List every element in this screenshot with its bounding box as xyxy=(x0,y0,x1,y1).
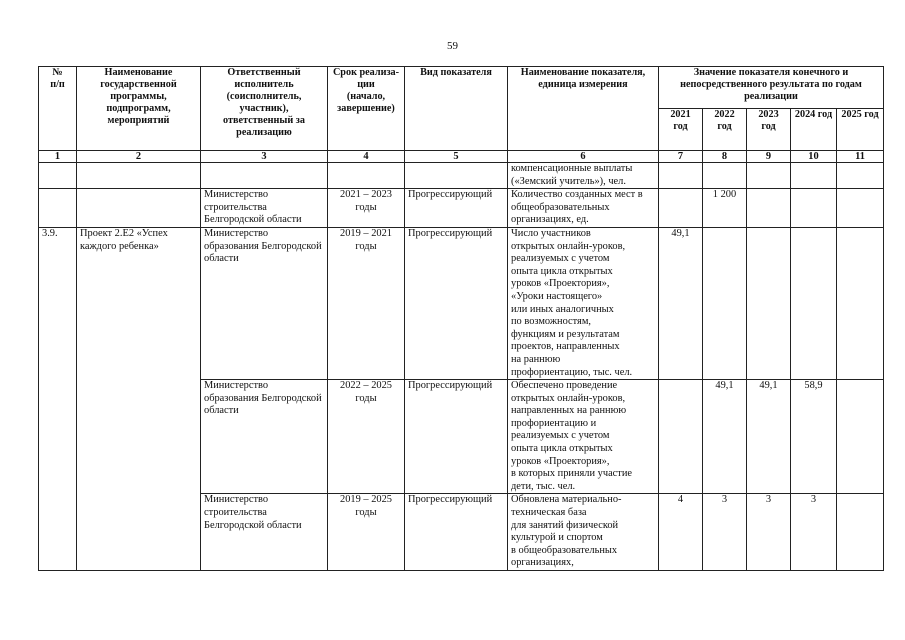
column-numbers-row xyxy=(39,151,884,163)
indicator-name: компенсационные выплаты («Земский учитель»), чел. xyxy=(508,163,659,189)
header-values-group: Значение показателя конечного и непосредственного результата по годам реализации xyxy=(659,67,884,109)
period: 2019 – 2021 годы xyxy=(328,227,405,379)
column-number: 3 xyxy=(201,151,328,163)
value-2021: 49,1 xyxy=(659,227,703,379)
value-2025 xyxy=(837,227,884,379)
table-row xyxy=(39,163,884,189)
value-2021: 4 xyxy=(659,494,703,571)
indicators-table xyxy=(38,66,884,571)
column-number: 5 xyxy=(405,151,508,163)
period: 2021 – 2023 годы xyxy=(328,189,405,228)
value-2022: 1 200 xyxy=(703,189,747,228)
column-number: 6 xyxy=(508,151,659,163)
column-number: 8 xyxy=(703,151,747,163)
value-2023 xyxy=(747,163,791,189)
executor: Министерство образования Белгородской области xyxy=(201,380,328,494)
executor: Министерство образования Белгородской области xyxy=(201,227,328,379)
header-num: № п/п xyxy=(39,67,77,151)
program-name xyxy=(77,189,201,228)
header-year: 2024 год xyxy=(791,109,837,151)
indicator-type xyxy=(405,163,508,189)
table-row xyxy=(39,227,884,379)
value-2023 xyxy=(747,189,791,228)
header-program: Наименование государственной программы, подпрограмм, мероприятий xyxy=(77,67,201,151)
page-number: 59 xyxy=(447,40,458,52)
header-year: 2022 год xyxy=(703,109,747,151)
value-2024 xyxy=(791,189,837,228)
header-executor: Ответственный исполнитель (соисполнитель, участник), ответственный за реализацию xyxy=(201,67,328,151)
executor: Министерство строительства Белгородской области xyxy=(201,189,328,228)
period xyxy=(328,163,405,189)
header-year: 2025 год xyxy=(837,109,884,151)
executor xyxy=(201,163,328,189)
value-2025 xyxy=(837,163,884,189)
column-number: 4 xyxy=(328,151,405,163)
value-2023: 49,1 xyxy=(747,380,791,494)
column-number: 1 xyxy=(39,151,77,163)
header-indicator-type: Вид показателя xyxy=(405,67,508,151)
indicator-name: Количество созданных мест в общеобразовательных организациях, ед. xyxy=(508,189,659,228)
value-2024: 58,9 xyxy=(791,380,837,494)
value-2025 xyxy=(837,494,884,571)
header-indicator-name: Наименование показателя, единица измерения xyxy=(508,67,659,151)
table-row xyxy=(39,189,884,228)
value-2023: 3 xyxy=(747,494,791,571)
indicator-name: Обновлена материально- техническая база для занятий физической культурой и спортом в общеобразовательных организациях, xyxy=(508,494,659,571)
column-number: 10 xyxy=(791,151,837,163)
value-2023 xyxy=(747,227,791,379)
indicator-name: Число участников открытых онлайн-уроков, реализуемых с учетом опыта цикла открытых уроков «Проектория», «Уроки настоящего» или иных аналогичных по возможностям, функциям и результатам проектов, направленных на раннюю профориентацию, тыс. чел. xyxy=(508,227,659,379)
indicator-type: Прогрессирующий xyxy=(405,494,508,571)
column-number: 7 xyxy=(659,151,703,163)
value-2021 xyxy=(659,163,703,189)
indicator-type: Прогрессирующий xyxy=(405,227,508,379)
column-number: 2 xyxy=(77,151,201,163)
value-2024 xyxy=(791,227,837,379)
indicator-type: Прогрессирующий xyxy=(405,189,508,228)
header-period: Срок реализа- ции (начало, завершение) xyxy=(328,67,405,151)
row-number xyxy=(39,163,77,189)
value-2024 xyxy=(791,163,837,189)
program-name xyxy=(77,163,201,189)
value-2025 xyxy=(837,189,884,228)
value-2022 xyxy=(703,163,747,189)
period: 2019 – 2025 годы xyxy=(328,494,405,571)
header-year: 2023 год xyxy=(747,109,791,151)
header-year: 2021 год xyxy=(659,109,703,151)
value-2022: 3 xyxy=(703,494,747,571)
executor: Министерство строительства Белгородской области xyxy=(201,494,328,571)
value-2022: 49,1 xyxy=(703,380,747,494)
indicator-name: Обеспечено проведение открытых онлайн-уроков, направленных на раннюю профориентацию и реализуемых с учетом опыта цикла открытых уроков «Проектория», в которых приняли участие дети, тыс. чел. xyxy=(508,380,659,494)
program-name: Проект 2.Е2 «Успех каждого ребенка» xyxy=(77,227,201,570)
value-2021 xyxy=(659,380,703,494)
row-number: 3.9. xyxy=(39,227,77,570)
value-2022 xyxy=(703,227,747,379)
period: 2022 – 2025 годы xyxy=(328,380,405,494)
indicator-type: Прогрессирующий xyxy=(405,380,508,494)
value-2024: 3 xyxy=(791,494,837,571)
column-number: 9 xyxy=(747,151,791,163)
value-2021 xyxy=(659,189,703,228)
row-number xyxy=(39,189,77,228)
value-2025 xyxy=(837,380,884,494)
column-number: 11 xyxy=(837,151,884,163)
